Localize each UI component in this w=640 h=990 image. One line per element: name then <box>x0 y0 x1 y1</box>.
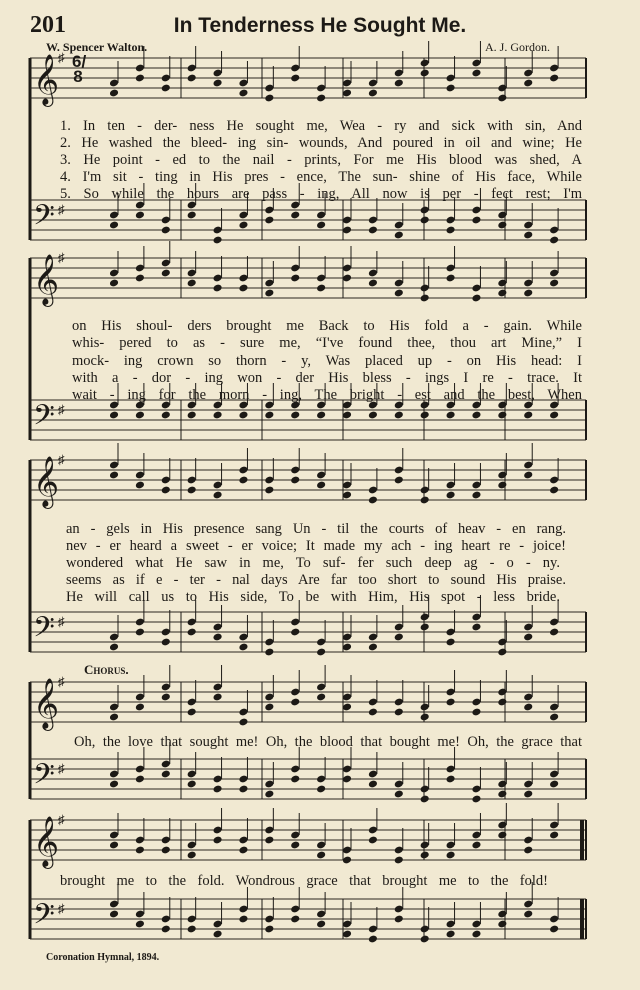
note-head <box>187 708 197 717</box>
note-head <box>420 851 430 860</box>
lyric-line: an - gels in His presence sang Un - til the courts of heav - en rang. <box>66 521 566 537</box>
note-head <box>187 628 197 637</box>
treble-clef-icon: 𝄞 <box>33 456 60 507</box>
note-head <box>109 841 119 850</box>
sharp-icon: ♯ <box>58 250 65 265</box>
note-head <box>161 84 171 93</box>
note-head <box>316 693 326 702</box>
note-head <box>161 693 171 702</box>
note-head <box>316 851 326 860</box>
note-head <box>161 846 171 855</box>
lyric-line: 4. I'm sit - ting in His pres - ence, The sun- shine of His face, While <box>60 169 582 185</box>
note-head <box>135 411 145 420</box>
lyric-line: with a - dor - ing won - der His bless - ings I re - trace. It <box>72 370 582 386</box>
lyric-line: 3. He point - ed to the nail - prints, For me His blood was shed, A <box>60 152 582 168</box>
sharp-icon: ♯ <box>58 402 65 417</box>
note-head <box>549 411 559 420</box>
note-head <box>368 496 378 505</box>
note-head <box>523 703 533 712</box>
note-head <box>290 274 300 283</box>
note-head <box>471 623 481 632</box>
note-head <box>497 411 507 420</box>
note-head <box>161 638 171 647</box>
note-head <box>135 775 145 784</box>
note-head <box>394 708 404 717</box>
note-head <box>471 930 481 939</box>
note-head <box>549 925 559 934</box>
note-head <box>109 910 119 919</box>
lyric-line: Oh, the love that sought me! Oh, the blood that bought me! Oh, the grace that <box>74 734 582 750</box>
note-head <box>109 279 119 288</box>
bass-clef-icon: 𝄢 <box>33 611 55 651</box>
note-head <box>446 638 456 647</box>
note-head <box>549 279 559 288</box>
treble-clef-icon: 𝄞 <box>33 54 60 105</box>
sharp-icon: ♯ <box>58 50 65 65</box>
note-head <box>394 476 404 485</box>
note-head <box>368 279 378 288</box>
lyric-line: seems as if e - ter - nal days Are far too short to sound His praise. <box>66 572 566 588</box>
note-head <box>549 236 559 245</box>
bass-clef-icon: 𝄢 <box>33 399 55 439</box>
note-head <box>187 925 197 934</box>
note-head <box>523 79 533 88</box>
note-head <box>523 790 533 799</box>
note-head <box>264 648 274 657</box>
note-head <box>109 713 119 722</box>
note-head <box>523 231 533 240</box>
note-head <box>471 69 481 78</box>
note-head <box>213 491 223 500</box>
note-head <box>394 289 404 298</box>
note-head <box>446 274 456 283</box>
note-head <box>497 289 507 298</box>
note-head <box>187 486 197 495</box>
bass-clef-icon: 𝄢 <box>33 199 55 239</box>
note-head <box>549 831 559 840</box>
note-head <box>316 648 326 657</box>
note-head <box>187 74 197 83</box>
note-head <box>238 718 248 727</box>
note-head <box>420 713 430 722</box>
note-head <box>497 221 507 230</box>
lyric-line: on His shoul- ders brought me Back to His fold a - gain. While <box>72 318 582 334</box>
note-head <box>264 790 274 799</box>
note-head <box>446 851 456 860</box>
note-head <box>161 770 171 779</box>
note-head <box>549 628 559 637</box>
note-head <box>187 279 197 288</box>
note-head <box>213 633 223 642</box>
note-head <box>446 930 456 939</box>
note-head <box>420 216 430 225</box>
composer: A. J. Gordon. <box>485 40 550 54</box>
lyric-line: wait - ing for the morn - ing, The bright - est and the best, When <box>72 387 582 403</box>
note-head <box>368 411 378 420</box>
hymn-title: In Tenderness He Sought Me. <box>173 14 467 37</box>
note-head <box>497 94 507 103</box>
sharp-icon: ♯ <box>58 202 65 217</box>
lyric-line: 2. He washed the bleed- ing sin- wounds, And poured in oil and wine; He <box>60 135 582 151</box>
note-head <box>446 411 456 420</box>
note-head <box>523 411 533 420</box>
note-head <box>264 216 274 225</box>
sharp-icon: ♯ <box>58 614 65 629</box>
note-head <box>135 481 145 490</box>
note-head <box>394 633 404 642</box>
note-head <box>264 289 274 298</box>
note-head <box>264 703 274 712</box>
note-head <box>316 221 326 230</box>
note-head <box>238 643 248 652</box>
note-head <box>394 856 404 865</box>
note-head <box>213 79 223 88</box>
sharp-icon: ♯ <box>58 901 65 916</box>
note-head <box>238 284 248 293</box>
note-head <box>497 698 507 707</box>
lyric-line: wondered what He saw in me, To suf- fer such deep ag - o - ny. <box>66 555 560 571</box>
note-head <box>264 925 274 934</box>
note-head <box>135 703 145 712</box>
note-head <box>446 84 456 93</box>
chorus-label: Chorus. <box>84 662 129 677</box>
note-head <box>420 411 430 420</box>
note-head <box>264 486 274 495</box>
time-signature: 6/8 <box>72 52 87 86</box>
note-head <box>109 411 119 420</box>
treble-clef-icon: 𝄞 <box>33 254 60 305</box>
sharp-icon: ♯ <box>58 674 65 689</box>
note-head <box>238 846 248 855</box>
note-head <box>161 411 171 420</box>
note-head <box>497 920 507 929</box>
note-head <box>161 226 171 235</box>
sharp-icon: ♯ <box>58 812 65 827</box>
hymn-number: 201 <box>30 12 66 38</box>
treble-clef-icon: 𝄞 <box>33 678 60 729</box>
note-head <box>213 785 223 794</box>
note-head <box>161 486 171 495</box>
note-head <box>238 411 248 420</box>
note-head <box>135 74 145 83</box>
lyric-line: whis- pered to as - sure me, “I've found thee, thou art Mine,” I <box>72 335 582 351</box>
note-head <box>316 94 326 103</box>
note-head <box>238 89 248 98</box>
sharp-icon: ♯ <box>58 452 65 467</box>
note-head <box>446 775 456 784</box>
note-head <box>187 851 197 860</box>
note-head <box>238 476 248 485</box>
note-head <box>161 925 171 934</box>
note-head <box>394 915 404 924</box>
note-head <box>109 89 119 98</box>
note-head <box>213 284 223 293</box>
note-head <box>420 69 430 78</box>
note-head <box>290 628 300 637</box>
note-head <box>420 935 430 944</box>
note-head <box>316 411 326 420</box>
note-head <box>264 411 274 420</box>
note-head <box>316 481 326 490</box>
author: W. Spencer Walton. <box>46 40 148 54</box>
note-head <box>316 920 326 929</box>
note-head <box>187 411 197 420</box>
note-head <box>135 628 145 637</box>
note-head <box>549 713 559 722</box>
note-head <box>290 411 300 420</box>
note-head <box>368 836 378 845</box>
note-head <box>497 481 507 490</box>
note-head <box>471 294 481 303</box>
note-head <box>368 226 378 235</box>
note-head <box>497 648 507 657</box>
note-head <box>264 94 274 103</box>
note-head <box>213 930 223 939</box>
lyric-line: 5. So while the hours are pass - ing, All now is per - fect rest; I'm <box>60 186 582 202</box>
note-head <box>497 831 507 840</box>
note-head <box>420 795 430 804</box>
treble-clef-icon: 𝄞 <box>33 816 60 867</box>
note-head <box>109 471 119 480</box>
note-head <box>290 775 300 784</box>
lyric-line: He will call us to His side, To be with Him, His spot - less bride. <box>66 589 560 605</box>
note-head <box>471 411 481 420</box>
note-head <box>368 89 378 98</box>
note-head <box>420 496 430 505</box>
note-head <box>471 216 481 225</box>
note-head <box>497 790 507 799</box>
note-head <box>446 226 456 235</box>
note-head <box>290 698 300 707</box>
note-head <box>213 693 223 702</box>
note-head <box>264 836 274 845</box>
note-head <box>523 471 533 480</box>
note-head <box>446 698 456 707</box>
note-head <box>135 211 145 220</box>
note-head <box>290 841 300 850</box>
note-head <box>368 935 378 944</box>
note-head <box>549 780 559 789</box>
lyric-line: 1. In ten - der- ness He sought me, Wea - ry and sick with sin, And <box>60 118 582 134</box>
note-head <box>394 231 404 240</box>
note-head <box>420 294 430 303</box>
bass-clef-icon: 𝄢 <box>33 758 55 798</box>
note-head <box>109 221 119 230</box>
note-head <box>471 795 481 804</box>
note-head <box>394 79 404 88</box>
note-head <box>213 411 223 420</box>
note-head <box>109 643 119 652</box>
note-head <box>471 841 481 850</box>
lyric-line: brought me to the fold. Wondrous grace that brought me to the fold! <box>60 873 548 889</box>
note-head <box>368 708 378 717</box>
note-head <box>238 785 248 794</box>
note-head <box>446 491 456 500</box>
note-head <box>213 836 223 845</box>
note-head <box>394 790 404 799</box>
note-head <box>238 915 248 924</box>
note-head <box>549 486 559 495</box>
bass-clef-icon: 𝄢 <box>33 898 55 938</box>
note-head <box>368 780 378 789</box>
note-head <box>471 708 481 717</box>
note-head <box>213 236 223 245</box>
note-head <box>135 274 145 283</box>
lyric-line: mock- ing crown so thorn - y, Was placed up - on His head: I <box>72 353 582 369</box>
lyric-line: nev - er heard a sweet - er voice; It made my ach - ing heart re - joice! <box>66 538 566 554</box>
note-head <box>238 221 248 230</box>
note-head <box>523 910 533 919</box>
note-head <box>290 74 300 83</box>
note-head <box>290 915 300 924</box>
note-head <box>420 623 430 632</box>
note-head <box>290 476 300 485</box>
note-head <box>109 780 119 789</box>
note-head <box>316 284 326 293</box>
note-head <box>368 643 378 652</box>
sharp-icon: ♯ <box>58 761 65 776</box>
note-head <box>135 846 145 855</box>
note-head <box>471 491 481 500</box>
note-head <box>290 211 300 220</box>
note-head <box>394 411 404 420</box>
note-head <box>523 289 533 298</box>
note-head <box>187 211 197 220</box>
note-head <box>161 269 171 278</box>
note-head <box>523 846 533 855</box>
note-head <box>135 920 145 929</box>
note-head <box>549 74 559 83</box>
note-head <box>316 785 326 794</box>
note-head <box>187 780 197 789</box>
note-head <box>523 633 533 642</box>
source-credit: Coronation Hymnal, 1894. <box>46 952 160 963</box>
